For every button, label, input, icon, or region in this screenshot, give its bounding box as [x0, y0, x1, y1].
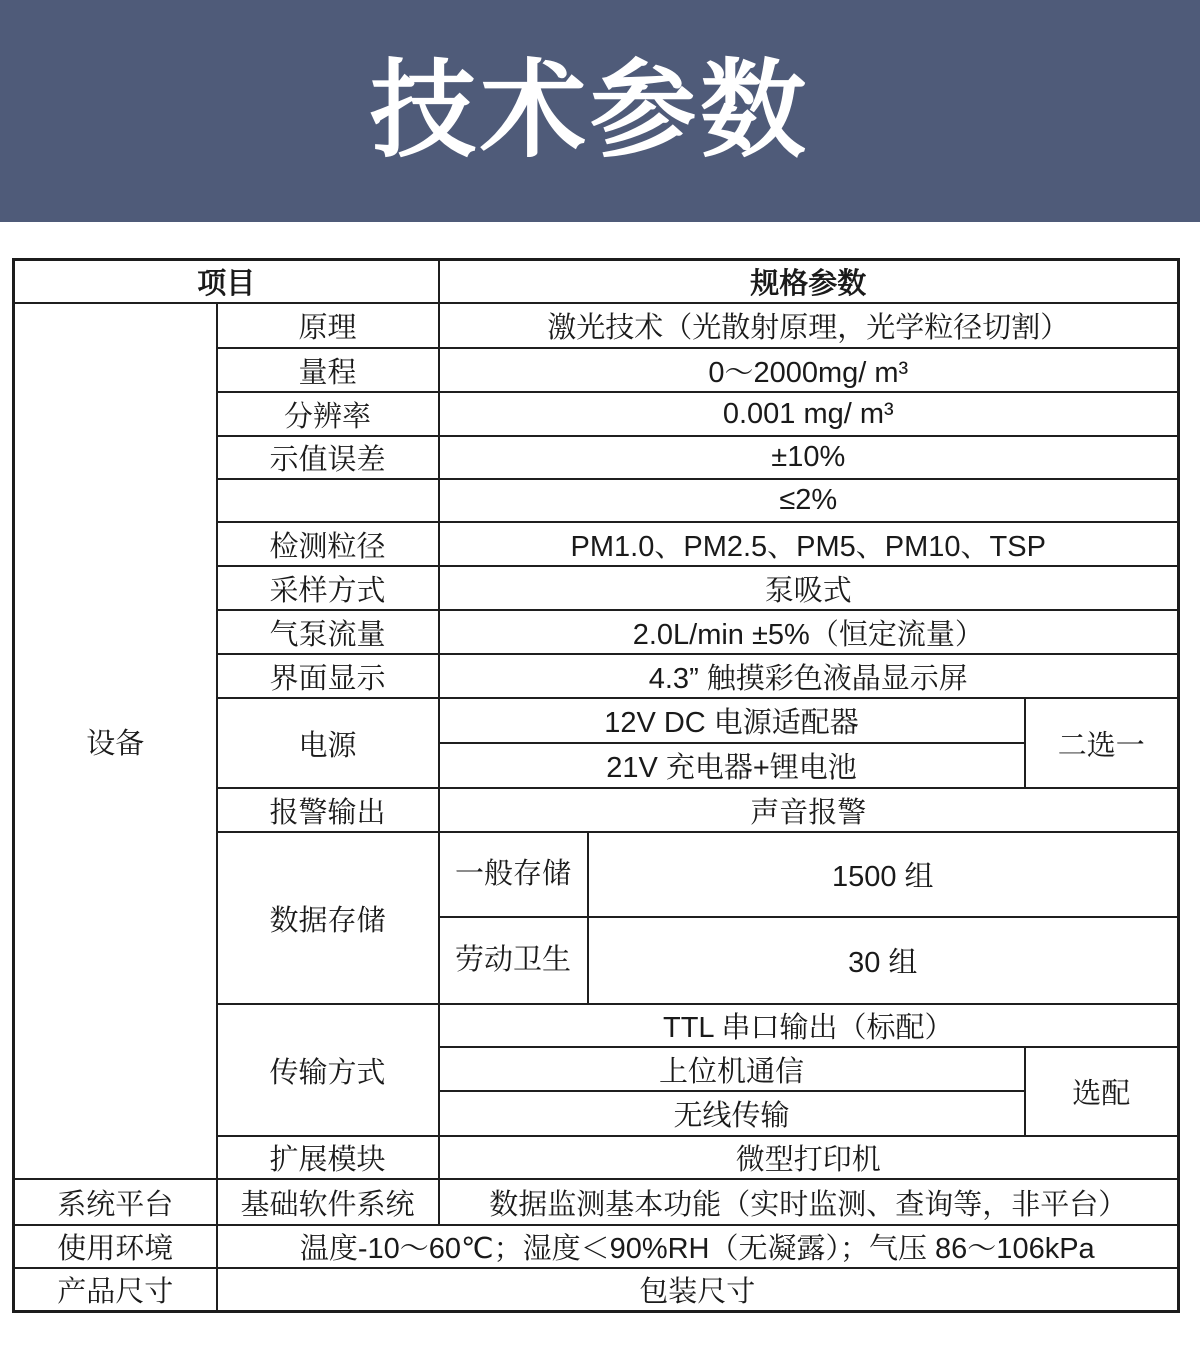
principle-value: 激光技术（光散射原理，光学粒径切割）	[439, 303, 1179, 348]
dimensions-value: 包装尺寸	[217, 1268, 1179, 1312]
device-group-cell: 设备	[14, 303, 217, 1179]
particle-sizes-value: PM1.0、PM2.5、PM5、PM10、TSP	[439, 522, 1179, 566]
spec-table	[12, 258, 1180, 1313]
resolution-value: 0.001 mg/ m³	[439, 392, 1179, 436]
platform-sub-label: 基础软件系统	[217, 1179, 439, 1225]
transmission-pc: 上位机通信	[439, 1047, 1025, 1091]
power-label: 电源	[217, 698, 439, 788]
spec-table-container	[12, 258, 1200, 1313]
environment-label: 使用环境	[14, 1225, 217, 1268]
title-banner	[0, 0, 1200, 222]
storage-general-value: 1500 组	[588, 832, 1179, 917]
row-environment	[14, 1225, 1179, 1268]
transmission-label: 传输方式	[217, 1004, 439, 1136]
power-option1: 12V DC 电源适配器	[439, 698, 1025, 743]
transmission-note: 选配	[1025, 1047, 1179, 1136]
storage-hygiene-label: 劳动卫生	[439, 917, 588, 1004]
platform-value: 数据监测基本功能（实时监测、查询等，非平台）	[439, 1179, 1179, 1225]
storage-label: 数据存储	[217, 832, 439, 1004]
sampling-label: 采样方式	[217, 566, 439, 610]
alarm-label: 报警输出	[217, 788, 439, 832]
expansion-value: 微型打印机	[439, 1136, 1179, 1179]
repeatability-value: ≤2%	[439, 479, 1179, 522]
range-label: 量程	[217, 348, 439, 392]
display-label: 界面显示	[217, 654, 439, 698]
principle-label: 原理	[217, 303, 439, 348]
row-dimensions	[14, 1268, 1179, 1312]
platform-label: 系统平台	[14, 1179, 217, 1225]
display-value: 4.3” 触摸彩色液晶显示屏	[439, 654, 1179, 698]
indication-error-value: ±10%	[439, 436, 1179, 479]
page-title: 技术参数	[370, 52, 810, 170]
transmission-standard: TTL 串口输出（标配）	[439, 1004, 1179, 1047]
storage-general-label: 一般存储	[439, 832, 588, 917]
sampling-value: 泵吸式	[439, 566, 1179, 610]
range-value: 0～2000mg/ m³	[439, 348, 1179, 392]
power-option2: 21V 充电器+锂电池	[439, 743, 1025, 788]
header-item: 项目	[14, 260, 439, 304]
row-principle	[14, 303, 1179, 348]
storage-hygiene-value: 30 组	[588, 917, 1179, 1004]
pump-flow-value: 2.0L/min ±5%（恒定流量）	[439, 610, 1179, 654]
header-spec: 规格参数	[439, 260, 1179, 304]
transmission-wireless: 无线传输	[439, 1091, 1025, 1136]
indication-error-label: 示值误差	[217, 436, 439, 479]
resolution-label: 分辨率	[217, 392, 439, 436]
pump-flow-label: 气泵流量	[217, 610, 439, 654]
particle-sizes-label: 检测粒径	[217, 522, 439, 566]
expansion-label: 扩展模块	[217, 1136, 439, 1179]
row-platform	[14, 1179, 1179, 1225]
alarm-value: 声音报警	[439, 788, 1179, 832]
power-note: 二选一	[1025, 698, 1179, 788]
dimensions-label: 产品尺寸	[14, 1268, 217, 1312]
environment-value: 温度-10～60℃；湿度＜90%RH（无凝露）；气压 86～106kPa	[217, 1225, 1179, 1268]
table-header-row	[14, 260, 1179, 304]
blank-label-cell	[217, 479, 439, 522]
